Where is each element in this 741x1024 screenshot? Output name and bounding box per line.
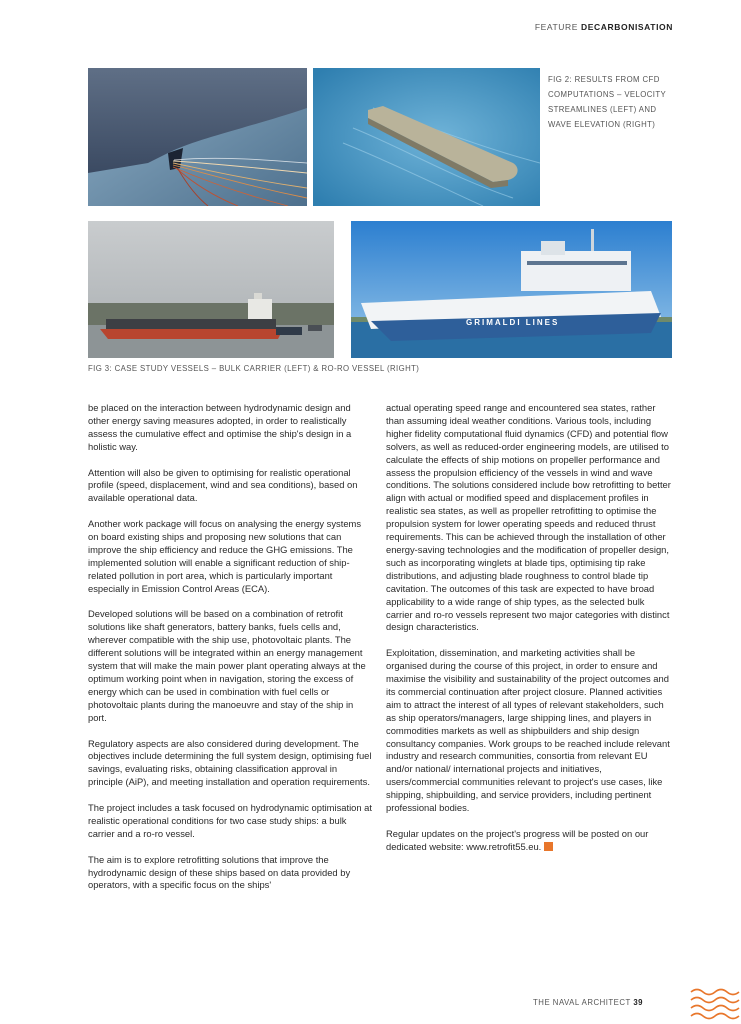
paragraph: Developed solutions will be based on a combination of retrofit solutions like shaft generators, battery banks, fuels cells and, wherever compatible with the ship use, photovoltaic plants. The different solutions will be integrated within an energy management system that will make the main power plant operating always at the optimum working point when in navigation, storing the excess of energy which can be used in combination with fuel cells or photovoltaic plants during the manoeuvre and stay of the ship in port. [88,608,366,723]
final-paragraph-text: Regular updates on the project's progress will be posted on our dedicated website: www.retrofit55.eu. [386,827,649,852]
end-mark-icon [544,842,553,851]
paragraph: be placed on the interaction between hydrodynamic design and other energy saving measures adopted, in order to realistically assess the cumulative effect and optimise the ship's design in a holistic way. [88,402,352,452]
article-right-column [386,402,672,867]
paragraph: Regulatory aspects are also considered during development. The objectives include determining the full system design, optimising fuel savings, evaluating risks, obtaining classification approval in principle (AiP), and meeting installation and operation requirements. [88,737,372,788]
paragraph: Exploitation, dissemination, and marketing activities shall be organised during the course of this project, in order to ensure and maximise the visibility and sustainability of the project outcomes and its commercial continuation after project closure. Planned activities aim to attract the interest of all types of relevant stakeholders, such as ship operators/managers, large shipping lines, and players in commodities markets as well as shipbuilders and ship design consultancy companies. Work groups to be reached include relevant industry and research communities, consortia from relevant EU and/or national/ international projects and initiatives, users/commercial communities relevant to project's use cases, like shipping, shipbuilding, and service providers, including pertinent professional bodies. [386,647,670,814]
cfd-streamlines-image [88,68,307,206]
wave-logo-icon [689,986,741,1022]
bulk-carrier-image [88,221,334,358]
paragraph: Another work package will focus on analysing the energy systems on board existing ships and proposing new solutions that can improve the ship efficiency and reduce the GHG emissions. The implemented solution will enable a significant reduction of ship-related pollution in port area, which is particularly important especially in Emission Control Areas (ECA). [88,518,362,594]
section-header [535,22,673,32]
roro-vessel-image [351,221,672,358]
page-number: 39 [633,998,643,1007]
fig3-caption: FIG 3: CASE STUDY VESSELS – BULK CARRIER (LEFT) & RO-RO VESSEL (RIGHT) [88,364,420,373]
paragraph-final [386,828,672,854]
cfd-wave-elevation-image [313,68,540,206]
paragraph: The aim is to explore retrofitting solutions that improve the hydrodynamic design of these ships based on data provided by operators, with a specific focus on the ships' [88,853,351,891]
roro-hull-lettering: GRIMALDI LINES [466,318,560,327]
paragraph: The project includes a task focused on hydrodynamic optimisation at realistic operational conditions for two case study ships: a bulk carrier and a ro-ro vessel. [88,802,373,839]
article-left-column [88,402,374,905]
page-footer [533,998,643,1007]
paragraph: actual operating speed range and encountered sea states, rather than assuming ideal weather conditions. Various tools, including higher fidelity computational fluid dynamics (CFD) and potential flow solvers, as well as reduced-order engineering models, are utilised to calculate the effects of ship motions on propeller performance and assess the propulsion efficiency of the vessels in wind and wave conditions. The solutions considered include bow retrofitting to better align with actual or modified speed and displacement profiles in realistic sea states, as well as propeller retrofitting to optimise the propulsion system for lower operating speeds and reduced thrust requirements. This can be achieved through the installation of other energy-saving technologies and the modification of propeller design, such as incorporating winglets at blade tips, optimising tip rake distributions, and adjusting blade roughness to control blade tip cavitation. The outcomes of this task are expected to have broad applicability to a wide range of ship types, as the selected bulk carrier and ro-ro vessels represent two major categories with distinct design characteristics. [386,402,671,633]
paragraph: Attention will also be given to optimising for realistic operational profile (speed, displacement, wind and sea conditions), based on available operational data. [88,466,358,504]
fig2-caption: FIG 2: RESULTS FROM CFD COMPUTATIONS – VELOCITY STREAMLINES (LEFT) AND WAVE ELEVATION (RIGHT) [548,75,666,129]
section-topic: DECARBONISATION [581,22,673,32]
section-label: FEATURE [534,22,579,32]
magazine-name: THE NAVAL ARCHITECT [533,998,631,1007]
